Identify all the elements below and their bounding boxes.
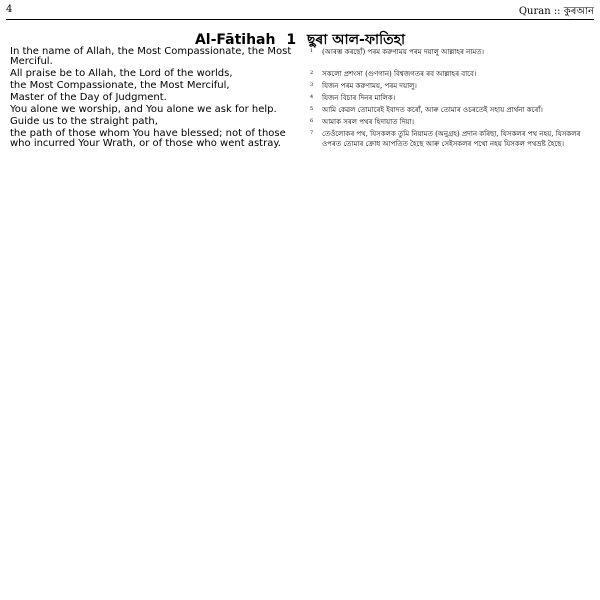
verse-row	[10, 117, 590, 127]
verse-translation: (আৰম্ভ কৰছোঁ) পৰম করুণাময় পৰম দয়ালু আল্লাহৰ নামত।	[322, 48, 484, 56]
verse-translation: সকলো প্ৰশংসা (গুণগান) বিশ্বজগতৰ ৰব আল্লাহৰ বাবে।	[322, 70, 477, 78]
verse-row	[10, 105, 590, 115]
verse-row	[10, 81, 590, 91]
verse-translation-block	[310, 69, 590, 79]
surah-name-native: ছুৰা আল-ফাতিহা	[306, 32, 406, 48]
page-number: 4	[6, 4, 13, 15]
page-header	[6, 3, 594, 20]
verse-translation: আমি কেৱল তোমাৰেই ইবাদত কৰোঁ, আৰু তোমাৰ ওচৰতেই সহায় প্ৰাৰ্থনা কৰোঁ।	[322, 106, 543, 114]
verse-translation: তেওঁলোকৰ পথ, যিসকলক তুমি নিয়ামত (অনুগ্ৰহ) প্ৰদান কৰিছা, যিসকলৰ পথ নহয়, যিসকলৰ ওপৰত তোমাৰ ক্ৰোধ আপতিত হৈছে আৰু সেইসকলৰ পথো নহয় যিসকল পথভ্ৰষ্ট হৈছে।	[322, 130, 581, 148]
verse-row	[10, 47, 590, 67]
verse-english: Master of the Day of Judgment.	[10, 92, 167, 103]
verse-translation-block	[310, 47, 590, 57]
verse-translation-block	[310, 129, 590, 149]
verse-translation: আমাক সৰল পথৰ হিদায়াত দিয়া।	[322, 118, 415, 126]
verse-english: In the name of Allah, the Most Compassionate, the Most Merciful.	[10, 46, 292, 67]
verse-number: 7	[310, 130, 314, 136]
verse-row	[10, 93, 590, 103]
verse-english: All praise be to Allah, the Lord of the worlds,	[10, 68, 233, 79]
verse-number: 1	[310, 48, 314, 54]
verse-number: 2	[310, 70, 314, 76]
verse-number: 5	[310, 106, 314, 112]
verse-number: 6	[310, 118, 314, 124]
verse-translation-block	[310, 93, 590, 103]
verse-english: You alone we worship, and You alone we ask for help.	[10, 104, 277, 115]
verse-english: Guide us to the straight path,	[10, 116, 158, 127]
book-title: Quran :: কুৰআন	[518, 6, 594, 17]
verse-row	[10, 129, 590, 149]
verse-translation-block	[310, 105, 590, 115]
verse-translation: যিজন পৰম করুণাময়, পৰম দয়ালু।	[322, 82, 417, 90]
verses-container	[10, 47, 590, 150]
verse-translation: যিজন বিচাৰ দিনৰ মালিক।	[322, 94, 396, 102]
verse-english: the path of those whom You have blessed; not of those who incurred Your Wrath, or of those who went astray.	[10, 128, 286, 149]
verse-translation-block	[310, 117, 590, 127]
surah-name: Al-Fātihah	[194, 32, 276, 48]
verse-number: 3	[310, 82, 314, 88]
verse-english: the Most Compassionate, the Most Merciful,	[10, 80, 230, 91]
verse-translation-block	[310, 81, 590, 91]
surah-number: 1	[286, 32, 297, 48]
verse-number: 4	[310, 94, 314, 100]
verse-row	[10, 69, 590, 79]
